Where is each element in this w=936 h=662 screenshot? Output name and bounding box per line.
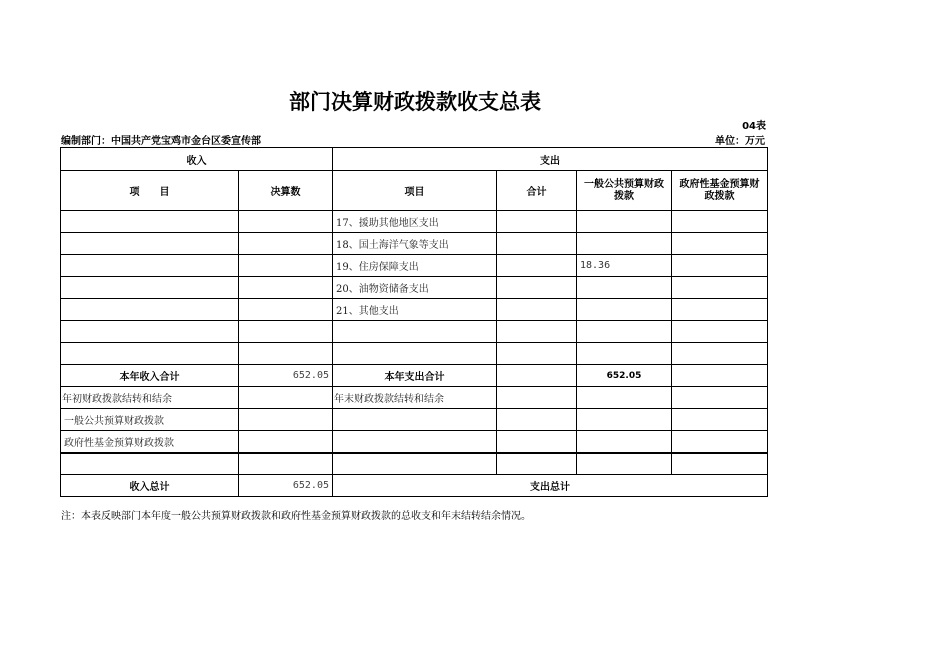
income-item-header: 项 目	[61, 171, 239, 211]
department-label: 编制部门：中国共产党宝鸡市金台区委宣传部	[61, 136, 261, 147]
gov-fund-header: 政府性基金预算财政拨款	[672, 171, 768, 211]
general-budget-label: 一般公共预算财政拨款	[61, 409, 239, 431]
expense-header: 支出	[333, 148, 768, 171]
general-budget-header: 一般公共预算财政拨款	[577, 171, 672, 211]
footnote: 注：本表反映部门本年度一般公共预算财政拨款和政府性基金预算财政拨款的总收支和年末结转结余情况。	[61, 511, 531, 522]
table-row	[61, 211, 768, 233]
table-row	[61, 343, 768, 365]
expense-item-cell: 21、其他支出	[333, 299, 497, 321]
table-row	[61, 453, 768, 475]
table-row	[61, 255, 768, 277]
general-budget-value: 18.36	[577, 255, 672, 277]
page-title: 部门决算财政拨款收支总表	[289, 90, 541, 114]
total-header: 合计	[497, 171, 577, 211]
income-total-label: 本年收入合计	[61, 365, 239, 387]
income-total-value: 652.05	[239, 365, 333, 387]
expense-item-cell: 19、住房保障支出	[333, 255, 497, 277]
unit-label: 单位：万元	[715, 136, 765, 147]
table-row	[61, 409, 768, 431]
table-row	[61, 277, 768, 299]
grand-total-row	[61, 475, 768, 497]
table-row	[61, 431, 768, 453]
budget-summary-table	[60, 147, 768, 497]
year-total-row	[61, 365, 768, 387]
table-number: 04表	[742, 121, 766, 132]
table-row	[61, 233, 768, 255]
income-header: 收入	[61, 148, 333, 171]
expense-item-cell: 20、油物资储备支出	[333, 277, 497, 299]
final-amount-header: 决算数	[239, 171, 333, 211]
table-row	[61, 299, 768, 321]
end-balance-label: 年末财政拨款结转和结余	[333, 387, 497, 409]
expense-total-label: 本年支出合计	[333, 365, 497, 387]
grand-income-label: 收入总计	[61, 475, 239, 497]
table-row	[61, 321, 768, 343]
expense-item-header: 项目	[333, 171, 497, 211]
begin-balance-label: 年初财政拨款结转和结余	[61, 387, 239, 409]
expense-item-cell: 17、援助其他地区支出	[333, 211, 497, 233]
grand-income-value: 652.05	[239, 475, 333, 497]
expense-item-cell: 18、国土海洋气象等支出	[333, 233, 497, 255]
expense-total-general: 652.05	[577, 365, 672, 387]
gov-fund-label: 政府性基金预算财政拨款	[61, 431, 239, 453]
grand-expense-label: 支出总计	[333, 475, 768, 497]
balance-row	[61, 387, 768, 409]
